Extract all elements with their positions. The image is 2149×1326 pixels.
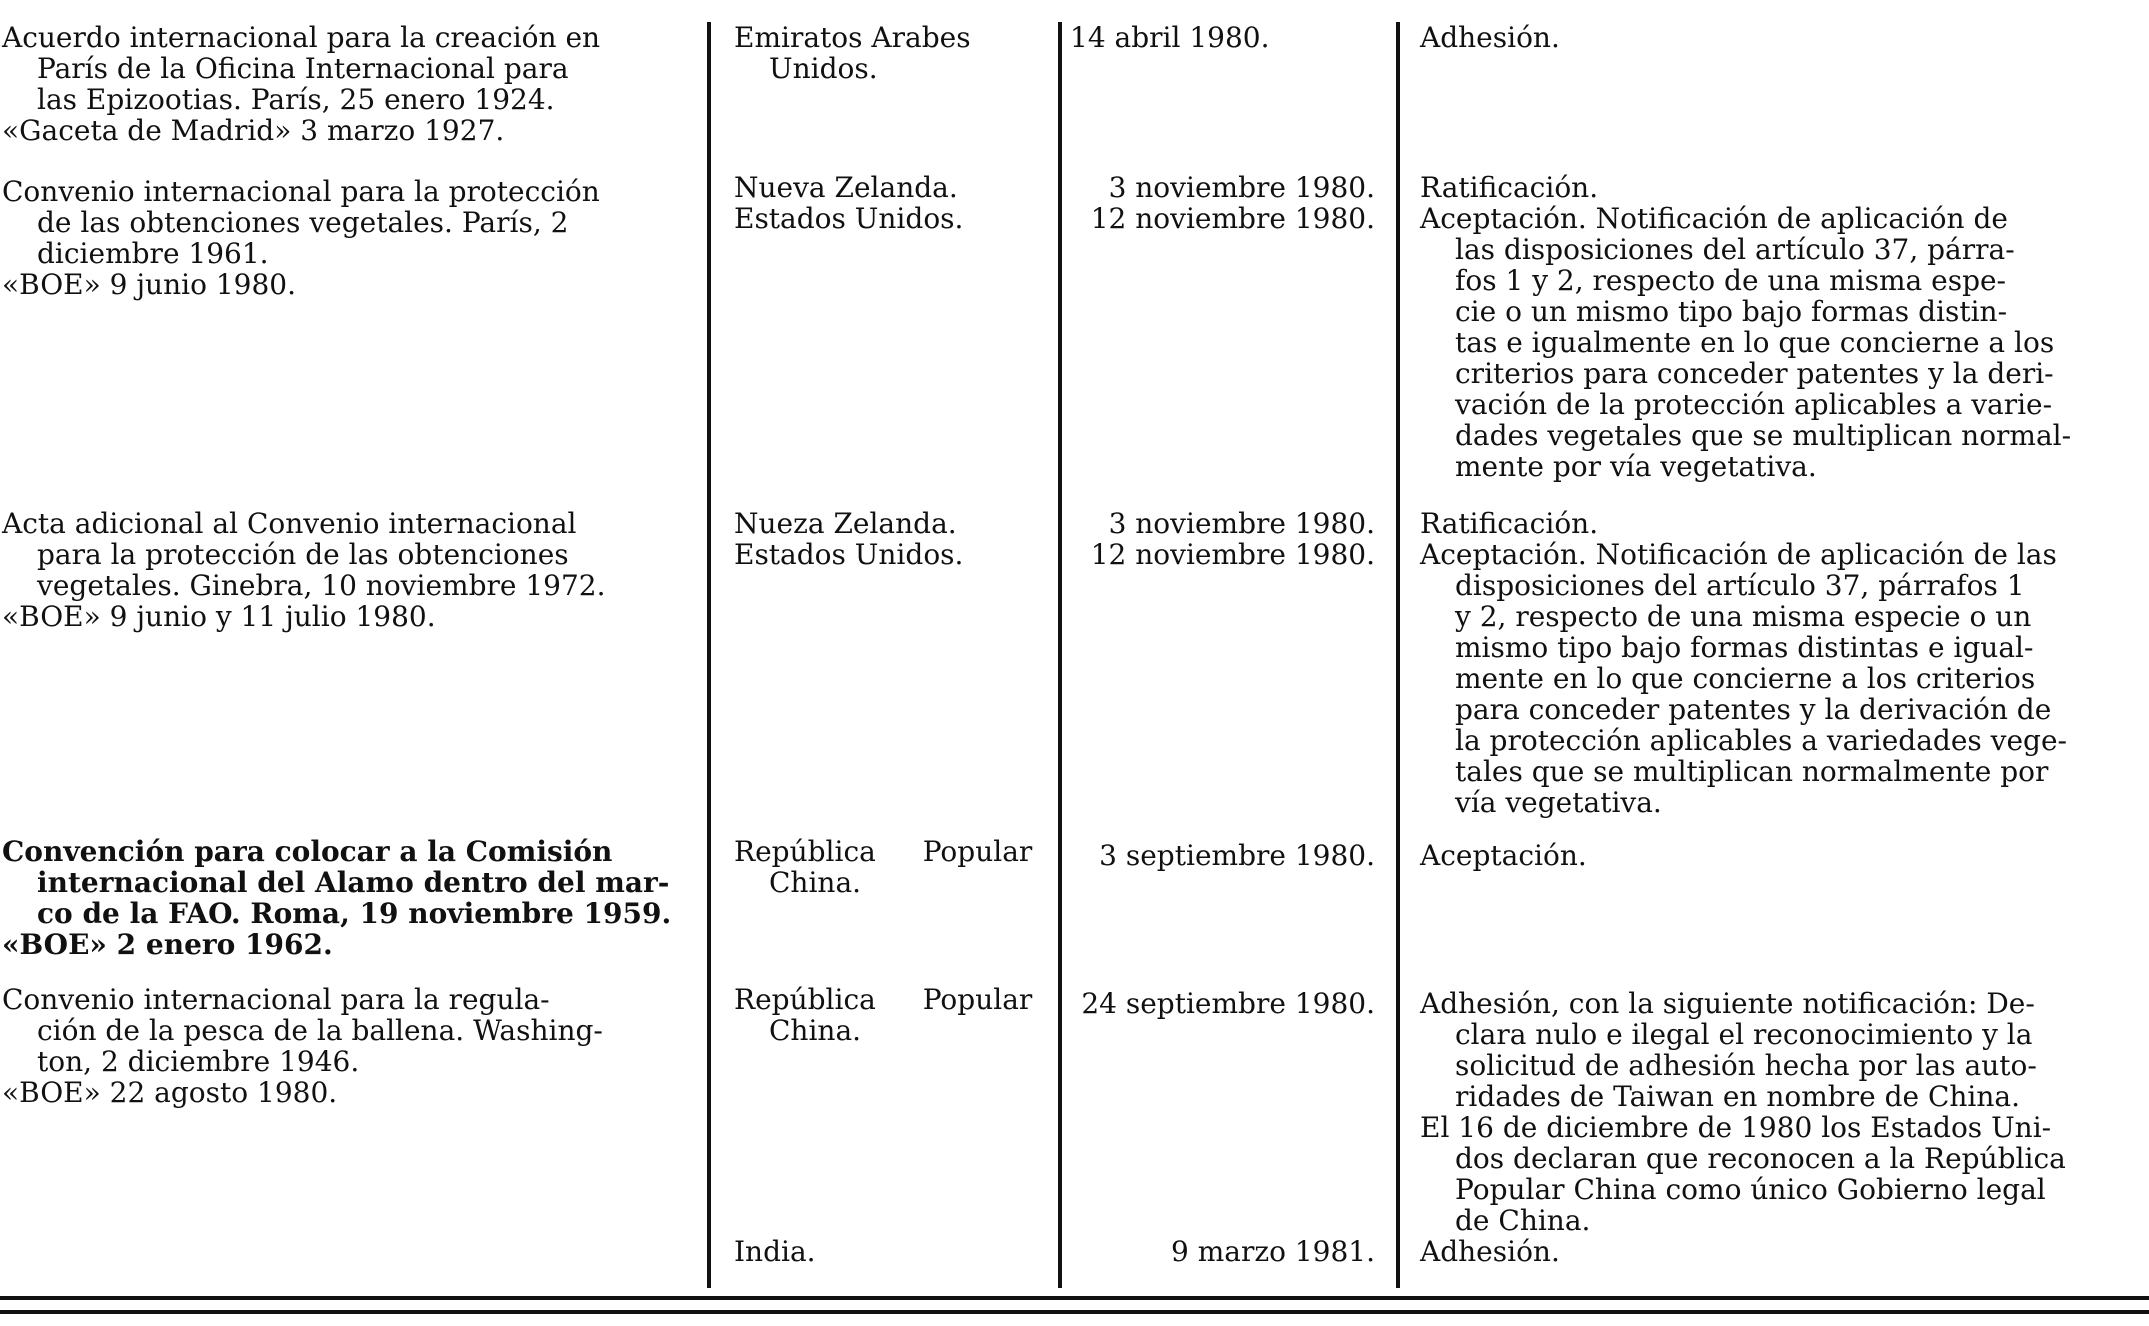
treaty-line: las Epizootias. París, 25 enero 1924. <box>37 83 555 116</box>
action-line: y 2, respecto de una misma especie o un <box>1455 600 2032 633</box>
country-line: Estados Unidos. <box>734 202 964 235</box>
action-line: Ratificación. <box>1420 171 1599 204</box>
action-line: clara nulo e ilegal el reconocimiento y la <box>1455 1018 2033 1051</box>
treaty-cell <box>2 508 680 632</box>
treaty-line: ción de la pesca de la ballena. Washing- <box>37 1014 603 1047</box>
date-value: 3 septiembre 1980. <box>1099 839 1375 872</box>
action-line: vía vegetativa. <box>1455 786 1662 819</box>
date-value: 3 noviembre 1980. <box>1108 507 1375 540</box>
treaty-cell <box>2 176 680 300</box>
treaty-line: para la protección de las obtenciones <box>37 538 569 571</box>
country-line: India. <box>734 1235 816 1268</box>
treaty-line: ton, 2 diciembre 1946. <box>37 1045 360 1078</box>
action-line: Ratificación. <box>1420 507 1599 540</box>
action-line: criterios para conceder patentes y la deri- <box>1455 357 2054 390</box>
action-line: disposiciones del artículo 37, párrafos 1 <box>1455 569 2025 602</box>
action-line: la protección aplicables a variedades vege- <box>1455 724 2068 757</box>
date-value: 9 marzo 1981. <box>1170 1235 1375 1268</box>
country-cell <box>734 22 1046 84</box>
action-line: de China. <box>1455 1204 1591 1237</box>
treaty-cell <box>2 836 680 960</box>
treaty-line: Convención para colocar a la Comisión <box>2 835 613 868</box>
date-value: 24 septiembre 1980. <box>1081 987 1375 1020</box>
action-line: ridades de Taiwan en nombre de China. <box>1455 1080 2021 1113</box>
action-cell <box>1420 22 2114 53</box>
country-line: República Popular <box>734 835 1033 868</box>
action-cell <box>1420 1236 2114 1267</box>
action-line: dades vegetales que se multiplican normal- <box>1455 419 2072 452</box>
action-line: Adhesión. <box>1420 21 1560 54</box>
treaty-line: «BOE» 2 enero 1962. <box>2 928 333 961</box>
column-divider-1 <box>707 22 711 1288</box>
action-line: vación de la protección aplicables a varie- <box>1455 388 2053 421</box>
treaty-line: «BOE» 9 junio y 11 julio 1980. <box>2 600 436 633</box>
action-line: tales que se multiplican normalmente por <box>1455 755 2049 788</box>
action-line: Adhesión, con la siguiente notificación: De- <box>1420 987 2035 1020</box>
country-cell <box>734 172 1046 234</box>
treaty-line: «BOE» 9 junio 1980. <box>2 268 296 301</box>
action-cell <box>1420 840 2114 871</box>
action-line: cie o un mismo tipo bajo formas distin- <box>1455 295 2008 328</box>
country-cell <box>734 836 1046 898</box>
bottom-rule-1 <box>0 1296 2149 1300</box>
country-line: República Popular <box>734 983 1033 1016</box>
action-line: Aceptación. <box>1420 839 1587 872</box>
country-line: Estados Unidos. <box>734 538 964 571</box>
date-value: 12 noviembre 1980. <box>1090 538 1375 571</box>
treaty-line: Convenio internacional para la regula- <box>2 983 550 1016</box>
action-line: tas e igualmente en lo que concierne a los <box>1455 326 2055 359</box>
action-line: las disposiciones del artículo 37, párra- <box>1455 233 2015 266</box>
bottom-rule-2 <box>0 1310 2149 1314</box>
country-line: Unidos. <box>769 52 878 85</box>
country-line: Nueza Zelanda. <box>734 507 957 540</box>
action-line: mismo tipo bajo formas distintas e igual- <box>1455 631 2034 664</box>
country-line: China. <box>769 866 862 899</box>
country-cell <box>734 984 1046 1046</box>
treaty-cell <box>2 22 680 146</box>
action-cell <box>1420 988 2114 1236</box>
treaty-line: internacional del Alamo dentro del mar- <box>37 866 670 899</box>
action-line: Aceptación. Notificación de aplicación de <box>1420 202 2008 235</box>
action-line: Adhesión. <box>1420 1235 1560 1268</box>
date-value: 14 abril 1980. <box>1070 21 1270 54</box>
treaty-cell <box>2 984 680 1108</box>
treaty-line: co de la FAO. Roma, 19 noviembre 1959. <box>37 897 672 930</box>
treaty-line: de las obtenciones vegetales. París, 2 <box>37 206 569 239</box>
action-line: mente en lo que concierne a los criterios <box>1455 662 2036 695</box>
column-divider-2 <box>1058 22 1062 1288</box>
action-line: Popular China como único Gobierno legal <box>1455 1173 2046 1206</box>
action-cell <box>1420 508 2114 818</box>
date-cell <box>1070 508 1375 570</box>
date-cell <box>1070 22 1375 53</box>
treaty-line: París de la Oficina Internacional para <box>37 52 569 85</box>
action-line: dos declaran que reconocen a la República <box>1455 1142 2066 1175</box>
country-cell <box>734 508 1046 570</box>
date-value: 3 noviembre 1980. <box>1108 171 1375 204</box>
date-cell <box>1070 840 1375 871</box>
treaty-line: Acta adicional al Convenio internacional <box>2 507 577 540</box>
country-line: China. <box>769 1014 862 1047</box>
action-line: mente por vía vegetativa. <box>1455 450 1817 483</box>
action-cell <box>1420 172 2114 482</box>
date-cell <box>1070 988 1375 1019</box>
treaty-line: Convenio internacional para la protección <box>2 175 600 208</box>
action-line: para conceder patentes y la derivación de <box>1455 693 2052 726</box>
action-line: solicitud de adhesión hecha por las auto- <box>1455 1049 2037 1082</box>
treaty-line: diciembre 1961. <box>37 237 269 270</box>
date-value: 12 noviembre 1980. <box>1090 202 1375 235</box>
date-cell <box>1070 1236 1375 1267</box>
date-cell <box>1070 172 1375 234</box>
treaty-line: Acuerdo internacional para la creación en <box>2 21 601 54</box>
treaty-line: «BOE» 22 agosto 1980. <box>2 1076 338 1109</box>
action-line: Aceptación. Notificación de aplicación de las <box>1420 538 2057 571</box>
column-divider-3 <box>1396 22 1400 1288</box>
action-line: fos 1 y 2, respecto de una misma espe- <box>1455 264 2007 297</box>
action-line: El 16 de diciembre de 1980 los Estados Uni- <box>1420 1111 2052 1144</box>
country-cell <box>734 1236 1046 1267</box>
treaty-line: «Gaceta de Madrid» 3 marzo 1927. <box>2 114 505 147</box>
country-line: Emiratos Arabes <box>734 21 971 54</box>
treaty-line: vegetales. Ginebra, 10 noviembre 1972. <box>37 569 606 602</box>
country-line: Nueva Zelanda. <box>734 171 958 204</box>
